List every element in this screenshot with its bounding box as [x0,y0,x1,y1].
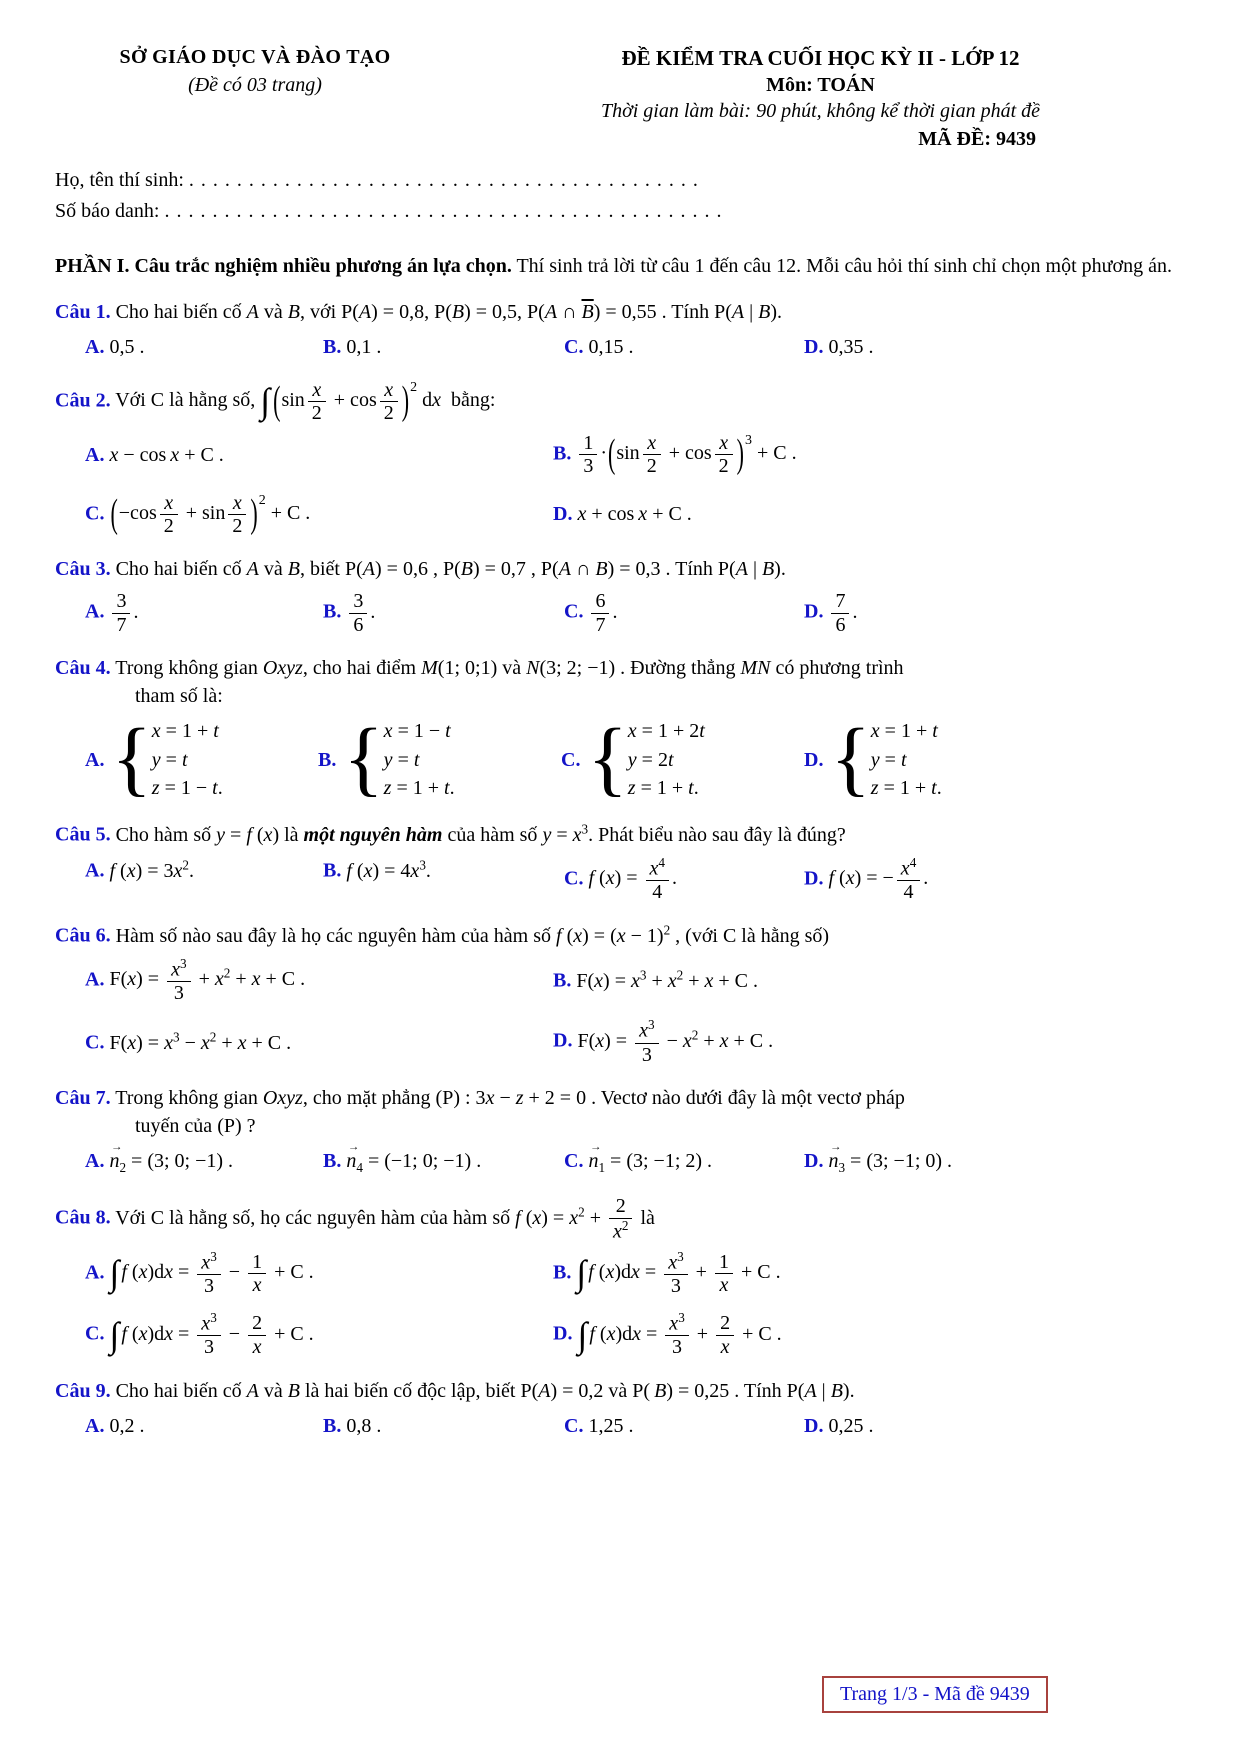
pages-note: (Đề có 03 trang) [188,74,322,96]
option-text: f (x) = $\frac{x^4}{4}$ . [588,854,678,903]
option-letter: D. [804,600,824,623]
question-label: Câu 3. [55,558,111,581]
option-text: { x = 1 + t y = t z = 1 − t. [111,712,223,806]
question-options [55,1147,1186,1177]
option-text: $\frac{1}{3}$ ·(sin $\frac{x}{2}$ + cos $\frac{x}{2}$ )$^3$ + C . [576,442,796,464]
option-text: { x = 1 + t y = t z = 1 + t. [830,712,942,806]
answer-option [323,1412,556,1440]
question-body [55,820,1186,849]
part1-heading-rest: Thí sinh trả lời từ câu 1 đến câu 12. Mỗi câu hỏi thí sinh chỉ chọn một phương án. [511,255,1172,277]
student-name-line [55,165,1186,196]
question [55,921,1186,1066]
answer-option [85,712,310,806]
answer-option [564,856,796,903]
option-text: → $n_2 = (3$; 0; −1) . [109,1150,233,1172]
option-letter: B. [323,1414,342,1437]
part1-heading [55,253,1186,280]
option-letter: C. [564,867,584,890]
answer-option [564,333,796,361]
answer-option [85,1412,315,1440]
answer-option [564,1412,796,1440]
option-text: 0,15 . [588,336,634,358]
option-letter: D. [804,336,824,358]
question-label: Câu 7. [55,1086,111,1109]
question-body [55,921,1186,950]
option-letter: A. [85,600,105,623]
answer-option [804,712,1186,806]
question-text: Cho hai biến cố A và B, với P(A) = 0,8, P(B) = 0,5, P(A ∩ $\overline{B}) = 0,55$ . Tính P(A | B). [115,301,782,323]
answer-option [85,441,545,469]
option-letter: B. [318,748,337,771]
student-name-label: Họ, tên thí sinh: [55,169,184,191]
header-right [455,46,1186,151]
answer-option [804,1412,1186,1440]
answer-option [804,333,1186,361]
answer-option [85,856,315,903]
answer-option [85,1250,545,1297]
option-letter: A. [85,968,105,991]
answer-option [561,712,796,806]
option-text: $\frac{6}{7}$ . [588,601,617,623]
option-letter: D. [804,867,824,890]
option-letter: D. [553,503,573,526]
answer-option [85,590,315,636]
question [55,379,1186,537]
option-text: $\frac{3}{7}$ . [109,601,138,623]
option-letter: A. [85,336,105,358]
questions-list [55,298,1186,1440]
answer-option [564,590,796,636]
page-footer-box [822,1676,1048,1713]
option-text: { x = 1 + 2t y = 2t z = 1 + t. [587,712,705,806]
question-options [55,712,1186,806]
option-letter: C. [85,1322,105,1345]
question-options [55,590,1186,636]
question-text: Cho hàm số y = f (x) là một nguyên hàm của hàm số $y = x^3$. Phát biểu nào sau đây là đúng? [115,821,846,846]
answer-option [553,1018,1186,1065]
question-options [55,957,1186,1066]
question [55,820,1186,903]
question-label: Câu 9. [55,1379,111,1402]
option-text: f $(x) = 3x^2$. [109,856,195,882]
answer-option [85,957,545,1004]
question [55,1084,1186,1177]
answer-option [553,500,1186,528]
duration-line: Thời gian làm bài: 90 phút, không kể thời gian phát đề [600,100,1041,122]
question-body [55,1195,1186,1242]
option-text: $F(x) = x^3 + x^2 + x + C$ . [576,967,759,993]
part1-heading-bold: PHẦN I. Câu trắc nghiệm nhiều phương án lựa chọn. [55,255,512,277]
option-letter: D. [553,1029,573,1052]
option-text: 0,8 . [346,1414,382,1437]
answer-option [553,429,1186,478]
option-text: ∫ f (x)dx = $\frac{x^3}{3}$ − $\frac{2}{x}$ + C . [109,1310,314,1359]
header-left [55,46,455,151]
option-letter: B. [323,859,342,882]
option-text: 0,35 . [828,336,874,358]
student-info [55,165,1186,227]
answer-option [318,712,553,806]
option-letter: C. [85,502,105,525]
option-text: ∫ f (x)dx = $\frac{x^3}{3}$ + $\frac{2}{x}$ + C . [577,1310,782,1359]
answer-option [323,856,556,903]
option-text: ∫ f (x)dx = $\frac{x^3}{3}$ + $\frac{1}{x}$ + C . [576,1248,781,1297]
option-text: $F(x) = x^3 - x^2 + x + C$ . [109,1028,292,1054]
option-letter: A. [85,748,105,771]
question-text: Trong không gian Oxyz, cho mặt phẳng (P) : 3x − z + 2 = 0 . Vectơ nào dưới đây là một vectơ pháp tuyến của (P) ? [115,1086,905,1137]
option-letter: B. [323,600,342,623]
option-letter: D. [804,748,824,771]
option-letter: A. [85,1414,105,1437]
question-text: Cho hai biến cố A và B, biết P(A) = 0,6 , P(B) = 0,7 , P(A ∩ B) = 0,3 . Tính P(A | B). [115,558,786,581]
question-text: Hàm số nào sau đây là họ các nguyên hàm của hàm số f $(x) = (x - 1)^2$ , (với C là hằng số) [115,922,830,948]
option-text: $\frac{3}{6}$ . [346,601,375,623]
question [55,1195,1186,1358]
option-text: 1,25 . [588,1414,634,1437]
page-footer-label: Trang 1/3 - Mã đề 9439 [840,1683,1030,1705]
question [55,298,1186,361]
answer-option [804,590,1186,636]
option-text: f (x) = − $\frac{x^4}{4}$ . [828,854,929,903]
question [55,654,1186,806]
option-text: { x = 1 − t y = t z = 1 + t. [343,712,455,806]
question-options [55,1250,1186,1359]
question-body [55,555,1186,583]
answer-option [85,1147,315,1177]
exam-code: MÃ ĐỀ: 9439 [918,128,1036,150]
option-letter: B. [553,442,572,465]
answer-option [564,1147,796,1177]
answer-option [323,1147,556,1177]
question-body [55,298,1186,326]
option-letter: D. [804,1149,824,1172]
option-letter: B. [553,970,572,993]
option-text: F(x) = $\frac{x^3}{3}$ + $x^2 + x + C$ . [109,956,306,1005]
answer-option [85,1311,545,1358]
question-text: Với C là hằng số, ∫ (sin $\frac{x}{2}$ + cos $\frac{x}{2}$ )$^2$ dx bằng: [115,377,496,425]
answer-option [323,590,556,636]
header [55,46,1186,151]
question [55,1377,1186,1440]
question-options [55,333,1186,361]
option-text: ∫ f (x)dx = $\frac{x^3}{3}$ − $\frac{1}{x}$ + C . [109,1248,314,1297]
student-id-line [55,196,1186,227]
question-body [55,379,1186,425]
option-letter: C. [564,336,584,358]
option-letter: C. [564,1149,584,1172]
student-id-dotted-line: . . . . . . . . . . . . . . . . . . . . . . . . . . . . . . . . . . . . . . . . . . . . . . . [164,200,723,222]
answer-option [553,966,1186,995]
option-text: → $n_4 = (-1$; 0; −1) . [346,1150,481,1172]
question-body [55,654,1186,710]
option-text: f $(x) = 4x^3$. [346,856,431,882]
option-text: 0,2 . [109,1414,145,1437]
option-text: → $n_3 = (3$; −1; 0) . [828,1150,952,1172]
option-text: → $n_1 = (3$; −1; 2) . [588,1150,712,1172]
question-text: Cho hai biến cố A và B là hai biến cố độc lập, biết P(A) = 0,2 và P( B) = 0,25 . Tính P(A | B). [115,1379,855,1402]
question-options [55,856,1186,903]
department-name: SỞ GIÁO DỤC VÀ ĐÀO TẠO [119,46,391,68]
option-letter: A. [85,1149,105,1172]
answer-option [85,1028,545,1057]
option-text: x + cos x + C . [577,503,692,526]
option-text: F(x) = $\frac{x^3}{3}$ − $x^2 + x + C$ . [577,1017,774,1066]
answer-option [804,856,1186,903]
answer-option [553,1250,1186,1297]
option-text: x − cos x + C . [109,443,224,466]
answer-option [804,1147,1186,1177]
answer-option [85,489,545,538]
option-text: (−cos $\frac{x}{2}$ + sin $\frac{x}{2}$ )$^2$ + C . [110,489,311,537]
question-options [55,429,1186,538]
option-text: 0,25 . [828,1414,874,1437]
option-letter: B. [323,1149,342,1172]
question-label: Câu 5. [55,823,111,846]
question-label: Câu 8. [55,1206,111,1229]
option-letter: D. [553,1322,573,1345]
student-name-dotted-line: . . . . . . . . . . . . . . . . . . . . . . . . . . . . . . . . . . . . . . . . . . . [188,169,699,191]
option-text: 0,1 . [346,336,382,358]
option-letter: A. [85,859,105,882]
option-letter: C. [564,1414,584,1437]
exam-title: ĐỀ KIỂM TRA CUỐI HỌC KỲ II - LỚP 12 [621,46,1020,70]
option-text: $\frac{7}{6}$ . [828,601,857,623]
option-letter: C. [85,1031,105,1054]
question [55,555,1186,636]
student-id-label: Số báo danh: [55,200,160,222]
question-text: Trong không gian Oxyz, cho hai điểm M(1; 0;1) và N(3; 2; −1) . Đường thẳng MN có phương trình tham số là: [115,657,904,708]
option-letter: B. [553,1261,572,1284]
question-options [55,1412,1186,1440]
answer-option [553,1311,1186,1358]
question-text: Với C là hằng số, họ các nguyên hàm của hàm số f $(x) = x^2$ + $\frac{2}{x^2}$ là [115,1195,655,1243]
option-text: 0,5 . [109,336,145,358]
question-body [55,1377,1186,1405]
option-letter: D. [804,1414,824,1437]
option-letter: A. [85,443,105,466]
answer-option [85,333,315,361]
question-label: Câu 2. [55,389,111,412]
question-label: Câu 1. [55,301,111,323]
option-letter: C. [561,748,581,771]
subject-line: Môn: TOÁN [766,74,875,96]
question-label: Câu 4. [55,657,111,680]
option-letter: C. [564,600,584,623]
question-label: Câu 6. [55,925,111,948]
option-letter: A. [85,1261,105,1284]
question-body [55,1084,1186,1140]
answer-option [323,333,556,361]
option-letter: B. [323,336,342,358]
